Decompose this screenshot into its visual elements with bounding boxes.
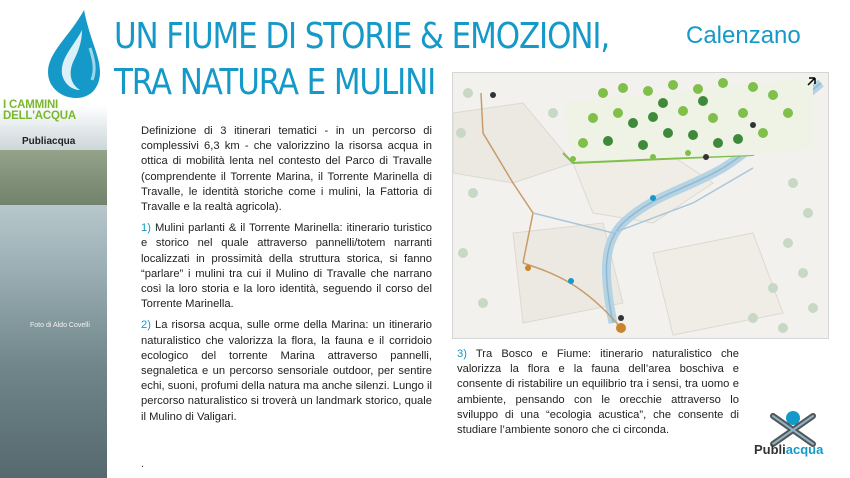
itinerary-text: Tra Bosco e Fiume: itinerario naturalistico che valorizza la flora e la fauna dell’area boschiva e consente di ristabilire un equilibrio tra i sensi, tra uomo e ambiente, pensando con le orecchie attraverso lo sviluppo di una “ecologia acustica”, che consente di studiare l’ambiente sonoro che ci circonda.	[457, 348, 739, 437]
route-map	[452, 72, 829, 339]
itinerary-1	[141, 221, 432, 312]
itinerary-3	[457, 347, 739, 438]
title-line1: UN FIUME DI STORIE & EMOZIONI,	[114, 16, 610, 57]
itinerary-text: La risorsa acqua, sulle orme della Marina: un itinerario naturalistico che valorizza la flora, la fauna e il corridoio ecologico del torrente Marina attraverso pannelli, segnaletica e un percorso sensoriale outdoor, per sentire echi, suoni, profumi della natura ma anche silenzi. Lungo il percorso naturalistico si troverà un landmark storico, quale il Mulino di Valigari.	[141, 319, 432, 423]
logo-title-line2: DELL'ACQUA	[3, 110, 76, 122]
itinerary-text: Mulini parlanti & il Torrente Marinella: itinerario turistico e storico nel quale attraverso pannelli/totem narranti localizzati in prossimità della struttura storica, si fanno “parlare” i mulini tra cui il Mulino di Travalle che narrano così la loro storia e la loro identità, seguendo il corso del Torrente Marinella.	[141, 222, 433, 311]
photo-lake	[0, 205, 107, 478]
photo-caption: Foto di Aldo Covelli	[30, 322, 90, 329]
itinerary-number: 2)	[141, 319, 151, 332]
logo-title	[3, 100, 107, 122]
trailing-mark: .	[141, 458, 145, 470]
photo-hills	[0, 150, 107, 205]
logo-title-line1: I CAMMINI	[3, 99, 59, 111]
title-line2: TRA NATURA E MULINI	[114, 62, 436, 103]
itinerary-number: 3)	[457, 348, 467, 360]
itinerary-number: 1)	[141, 222, 151, 235]
intro-paragraph: Definizione di 3 itinerari tematici - in un percorso di complessivi 6,3 km - che valorizzino la risorsa acqua in ottica di mobilità lenta nel contesto del Parco di Travalle (comprendente il Torrente Marina, il Torrente Marinella di Travalle, le identità storiche come i mulini, la Fattoria di Travalle e la realtà agricola).	[141, 125, 432, 214]
water-drop-icon	[40, 8, 102, 100]
footer-brand	[754, 442, 823, 457]
location-label: Calenzano	[686, 22, 801, 49]
brand-part2: acqua	[785, 442, 824, 457]
body-text	[141, 124, 432, 431]
map-graphic	[453, 73, 828, 338]
brand-part1: Publi	[754, 442, 786, 457]
itinerary-2	[141, 318, 432, 424]
logo-brand: Publiacqua	[22, 136, 76, 147]
